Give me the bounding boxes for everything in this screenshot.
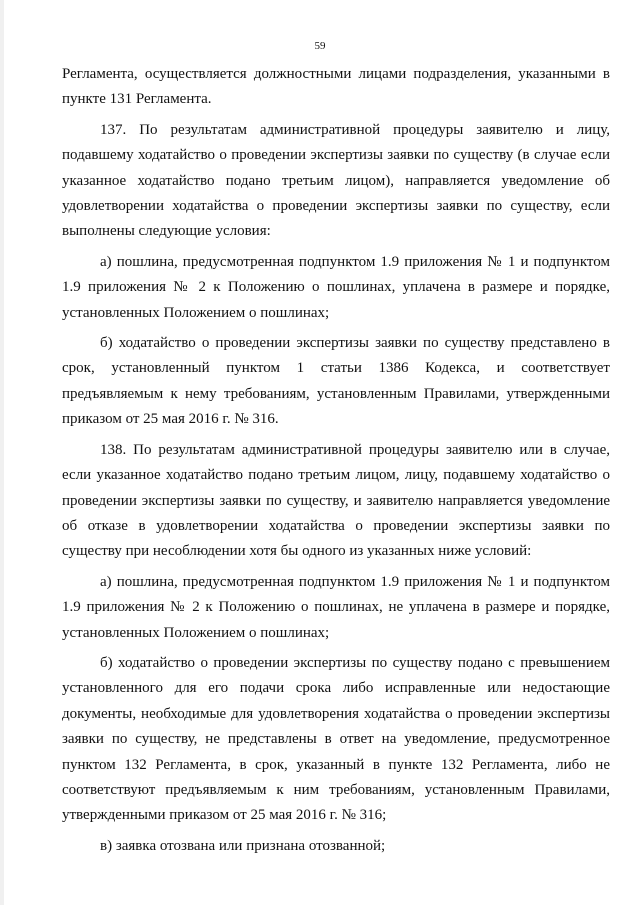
- paragraph-138: 138. По результатам административной процедуры заявителю или в случае, если указанное ходатайство подано третьим лицом, лицу, подавшему ходатайство о проведении экспертизы заявки по существу, и заявителю направляется уведомление об отказе в удовлетворении ходатайства о проведении экспертизы заявки по существу при несоблюдении хотя бы одного из указанных ниже условий:: [62, 441, 610, 560]
- paragraph-138-a: а) пошлина, предусмотренная подпунктом 1.9 приложения № 1 и подпунктом 1.9 приложения № 2 к Положению о пошлинах, не уплачена в размере и порядке, установленных Положением о пошлинах;: [62, 573, 610, 641]
- paragraph-continuation: Регламента, осуществляется должностными лицами подразделения, указанными в пункте 131 Регламента.: [62, 66, 610, 108]
- paragraph-137-b: б) ходатайство о проведении экспертизы заявки по существу представлено в срок, установленный пунктом 1 статьи 1386 Кодекса, и соответствует предъявляемым к нему требованиям, установленным Правилами, утвержденными приказом от 25 мая 2016 г. № 316.: [62, 335, 610, 428]
- paragraph-138-b: б) ходатайство о проведении экспертизы по существу подано с превышением установленного для его подачи срока либо исправленные или недостающие документы, необходимые для удовлетворения ходатайства о проведении экспертизы заявки по существу, не представлены в ответ на уведомление, предусмотренное пунктом 132 Регламента, в срок, указанный в пункте 132 Регламента, либо не соответствуют предъявляемым к ним требованиям, установленным Правилами, утвержденными приказом от 25 мая 2016 г. № 316;: [62, 654, 610, 824]
- page-number: 59: [314, 40, 326, 52]
- paragraph-137-a: а) пошлина, предусмотренная подпунктом 1.9 приложения № 1 и подпунктом 1.9 приложения № 2 к Положению о пошлинах, уплачена в размере и порядке, установленных Положением о пошлинах;: [62, 253, 610, 321]
- document-body: [62, 62, 610, 864]
- scan-edge: [0, 0, 4, 905]
- paragraph-138-c: в) заявка отозвана или признана отозванной;: [100, 837, 386, 854]
- paragraph-137: 137. По результатам административной процедуры заявителю и лицу, подавшему ходатайство о проведении экспертизы заявки по существу (в случае если указанное ходатайство подано третьим лицом), направляется уведомление об удовлетворении ходатайства о проведении экспертизы заявки по существу, если выполнены следующие условия:: [62, 121, 610, 240]
